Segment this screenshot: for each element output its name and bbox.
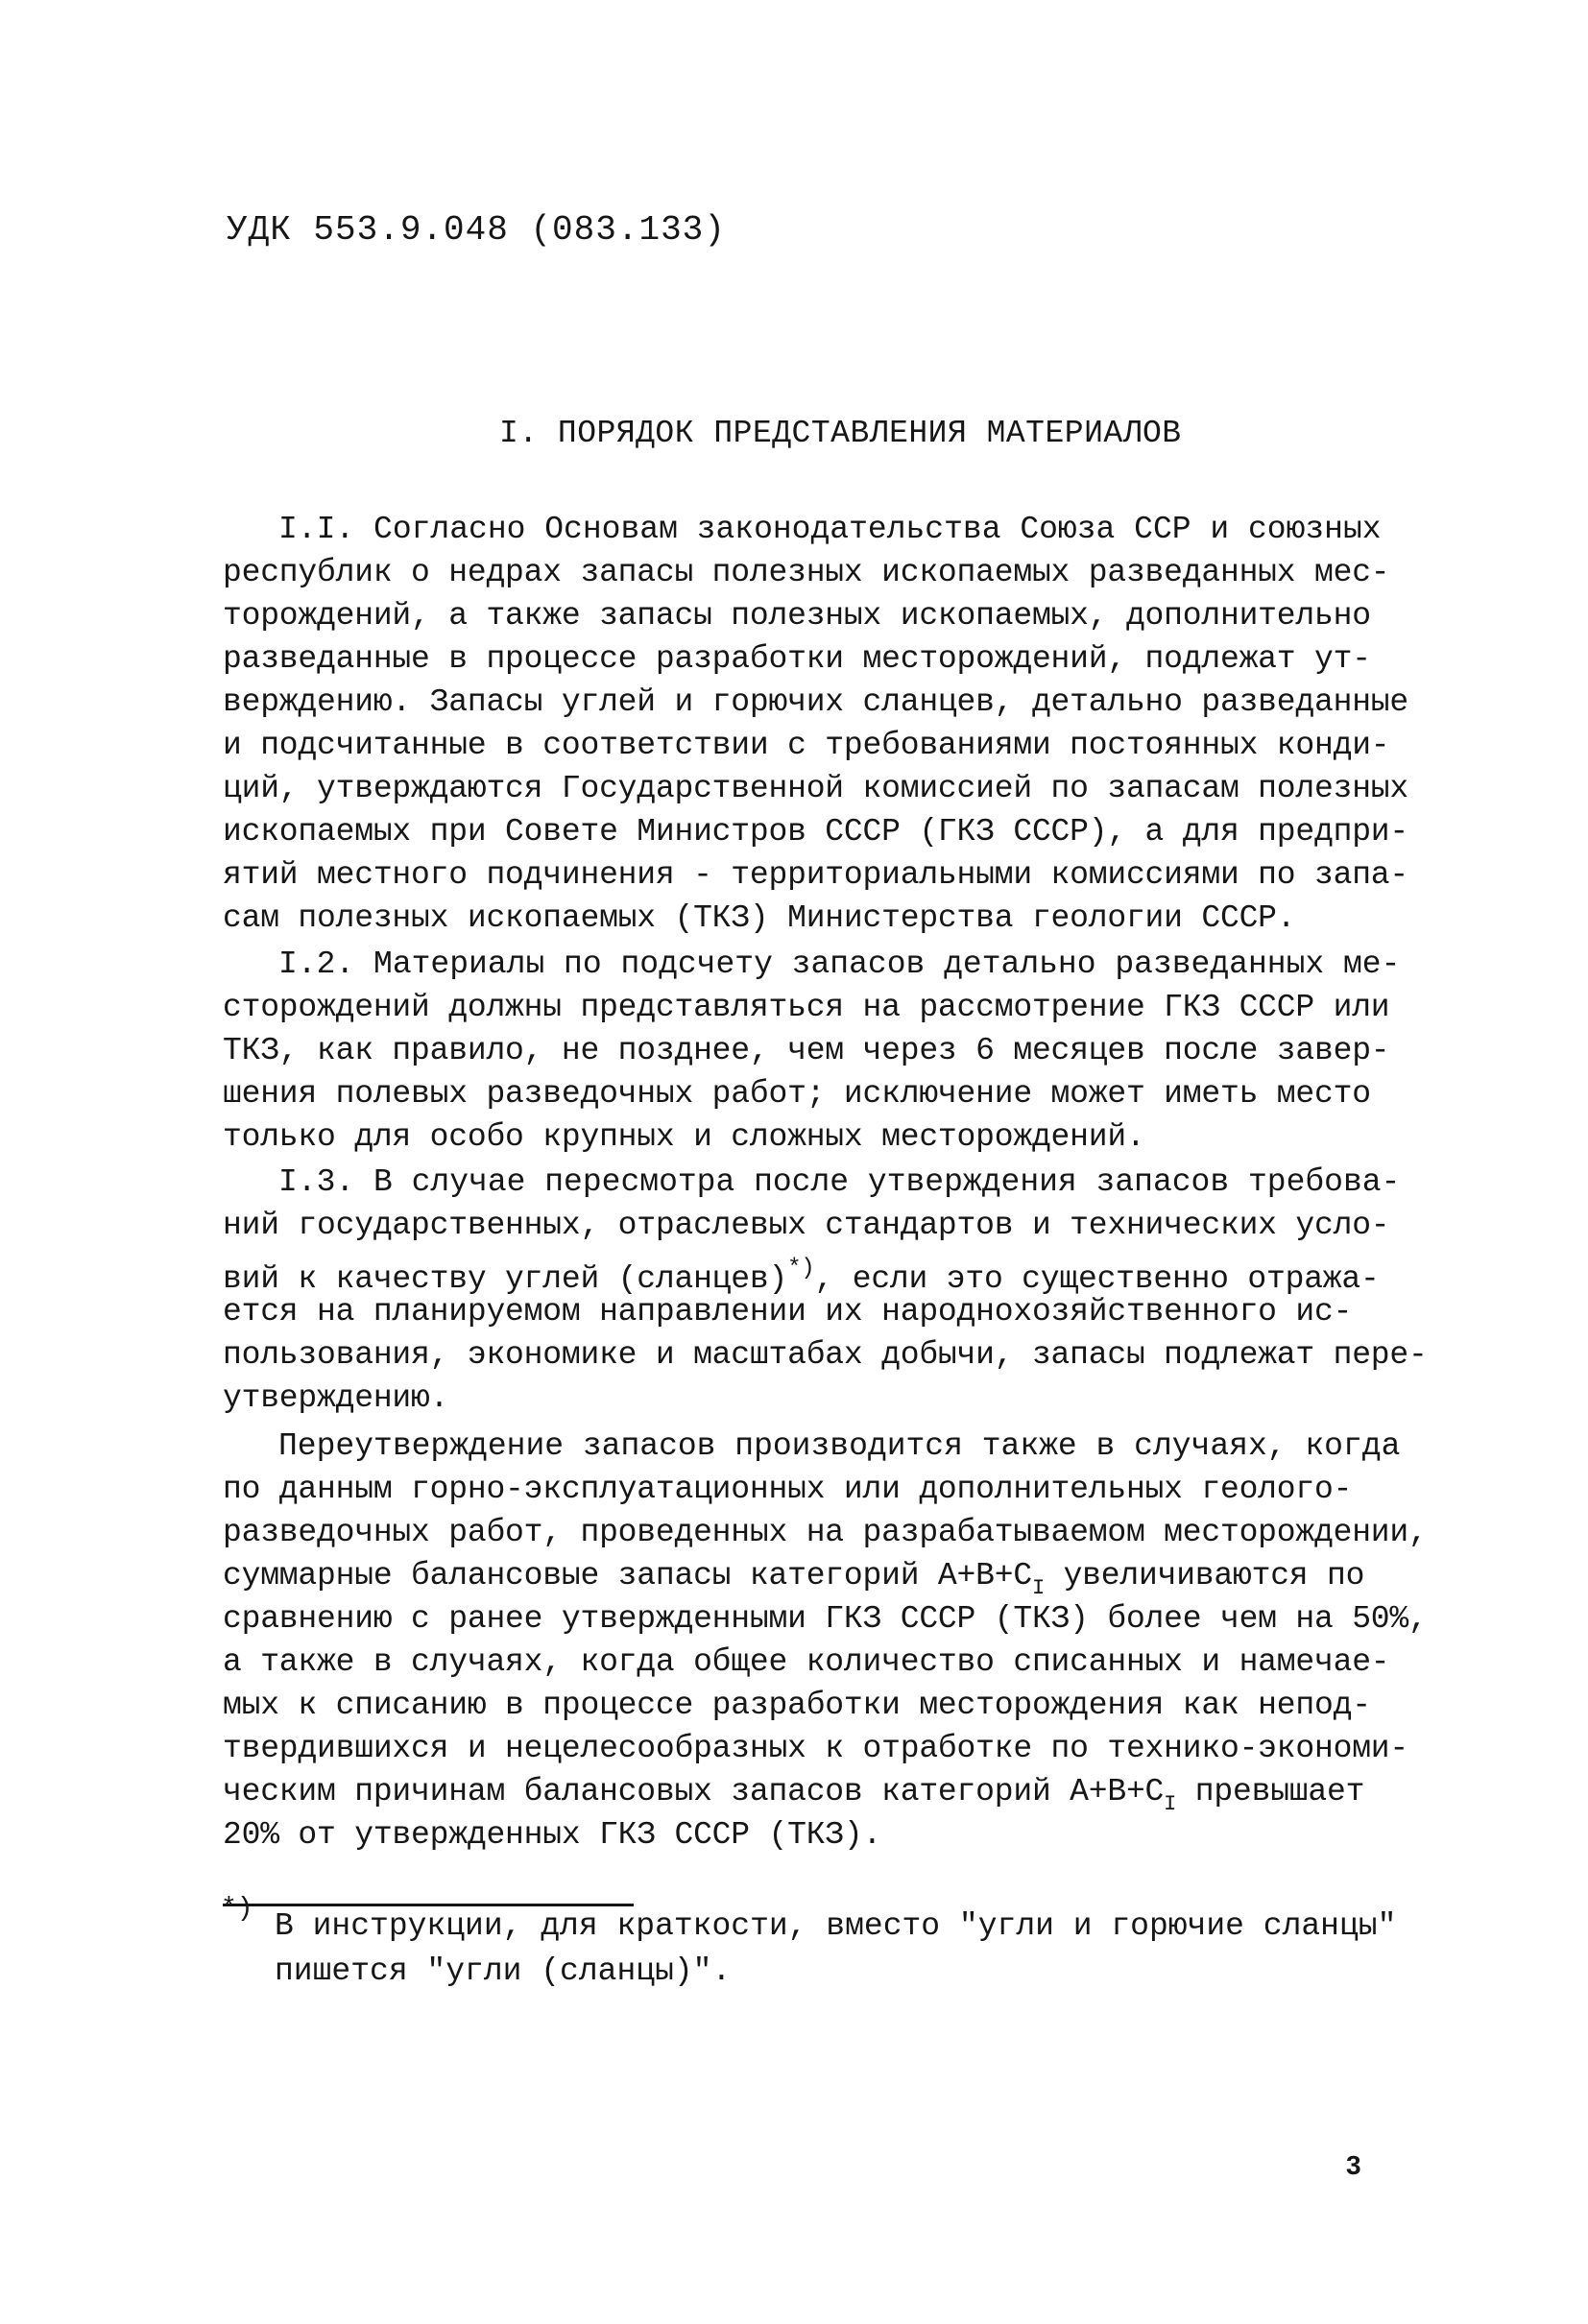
- text-fragment: , если это существенно отража-: [814, 1261, 1380, 1297]
- text-line: разведочных работ, проведенных на разрабатываемом месторождении,: [223, 1515, 1428, 1550]
- text-line: республик о недрах запасы полезных ископаемых разведанных мес-: [223, 555, 1390, 590]
- text-fragment: ческим причинам балансовых запасов категорий А+В+С: [223, 1774, 1165, 1809]
- text-line: ется на планируемом направлении их народнохозяйственного ис-: [223, 1294, 1353, 1330]
- text-fragment: суммарные балансовые запасы категорий А+В+С: [223, 1558, 1032, 1593]
- text-line: шения полевых разведочных работ; исключение может иметь место: [223, 1076, 1371, 1112]
- text-line: разведанные в процессе разработки месторождений, подлежат ут-: [223, 641, 1371, 677]
- text-line: твердившихся и нецелесообразных к отработке по технико-экономи-: [223, 1731, 1409, 1766]
- text-line: Переутверждение запасов производится также в случаях, когда: [278, 1428, 1401, 1464]
- text-line: только для особо крупных и сложных месторождений.: [223, 1119, 1145, 1155]
- footnote-marker: *): [221, 1894, 253, 1924]
- subscript: I: [1164, 1792, 1177, 1816]
- text-line: а также в случаях, когда общее количество списанных и намечае-: [223, 1644, 1390, 1680]
- text-line: ятий местного подчинения - территориальными комиссиями по запа-: [223, 857, 1409, 893]
- text-line: ций, утверждаются Государственной комиссией по запасам полезных: [223, 771, 1409, 806]
- text-line: торождений, а также запасы полезных ископаемых, дополнительно: [223, 598, 1371, 634]
- subscript: I: [1031, 1576, 1045, 1600]
- text-line: [223, 1771, 1365, 1816]
- udk-classification: УДК 553.9.048 (083.133): [227, 210, 726, 250]
- text-line: I.I. Согласно Основам законодательства Союза ССР и союзных: [278, 512, 1382, 547]
- text-line: I.3. В случае пересмотра после утверждения запасов требова-: [278, 1164, 1401, 1200]
- text-line: 20% от утвержденных ГКЗ СССР (ТКЗ).: [223, 1817, 882, 1853]
- text-line: по данным горно-эксплуатационных или дополнительных геолого-: [223, 1472, 1353, 1507]
- text-line: мых к списанию в процессе разработки месторождения как непод-: [223, 1688, 1371, 1723]
- text-line: ископаемых при Совете Министров СССР (ГКЗ СССР), а для предпри-: [223, 814, 1409, 850]
- text-fragment: увеличиваются по: [1044, 1558, 1365, 1593]
- section-title: I. ПОРЯДОК ПРЕДСТАВЛЕНИЯ МАТЕРИАЛОВ: [499, 416, 1182, 451]
- text-line: I.2. Материалы по подсчету запасов детально разведанных ме-: [278, 946, 1401, 982]
- footnote-reference: *): [787, 1256, 815, 1282]
- footnote-line: В инструкции, для краткости, вместо "угли и горючие сланцы": [275, 1908, 1397, 1944]
- text-line: сторождений должны представляться на рассмотрение ГКЗ СССР или: [223, 990, 1390, 1025]
- page-number: 3: [1346, 2150, 1361, 2180]
- text-line: сравнению с ранее утвержденными ГКЗ СССР (ТКЗ) более чем на 50%,: [223, 1601, 1428, 1637]
- text-line: [223, 1248, 1380, 1297]
- text-line: пользования, экономике и масштабах добычи, запасы подлежат пере-: [223, 1337, 1428, 1373]
- text-fragment: вий к качеству углей (сланцев): [223, 1261, 788, 1297]
- text-line: сам полезных ископаемых (ТКЗ) Министерства геологии СССР.: [223, 900, 1296, 936]
- text-line: [223, 1555, 1365, 1600]
- text-line: верждению. Запасы углей и горючих сланцев, детально разведанные: [223, 684, 1409, 720]
- text-line: ТКЗ, как правило, не позднее, чем через 6 месяцев после завер-: [223, 1033, 1390, 1068]
- text-line: ний государственных, отраслевых стандартов и технических усло-: [223, 1208, 1390, 1243]
- text-line: утверждению.: [223, 1380, 449, 1416]
- text-line: и подсчитанные в соответствии с требованиями постоянных конди-: [223, 728, 1390, 763]
- footnote-line: пишется "угли (сланцы)".: [275, 1953, 732, 1989]
- text-fragment: превышает: [1176, 1774, 1365, 1809]
